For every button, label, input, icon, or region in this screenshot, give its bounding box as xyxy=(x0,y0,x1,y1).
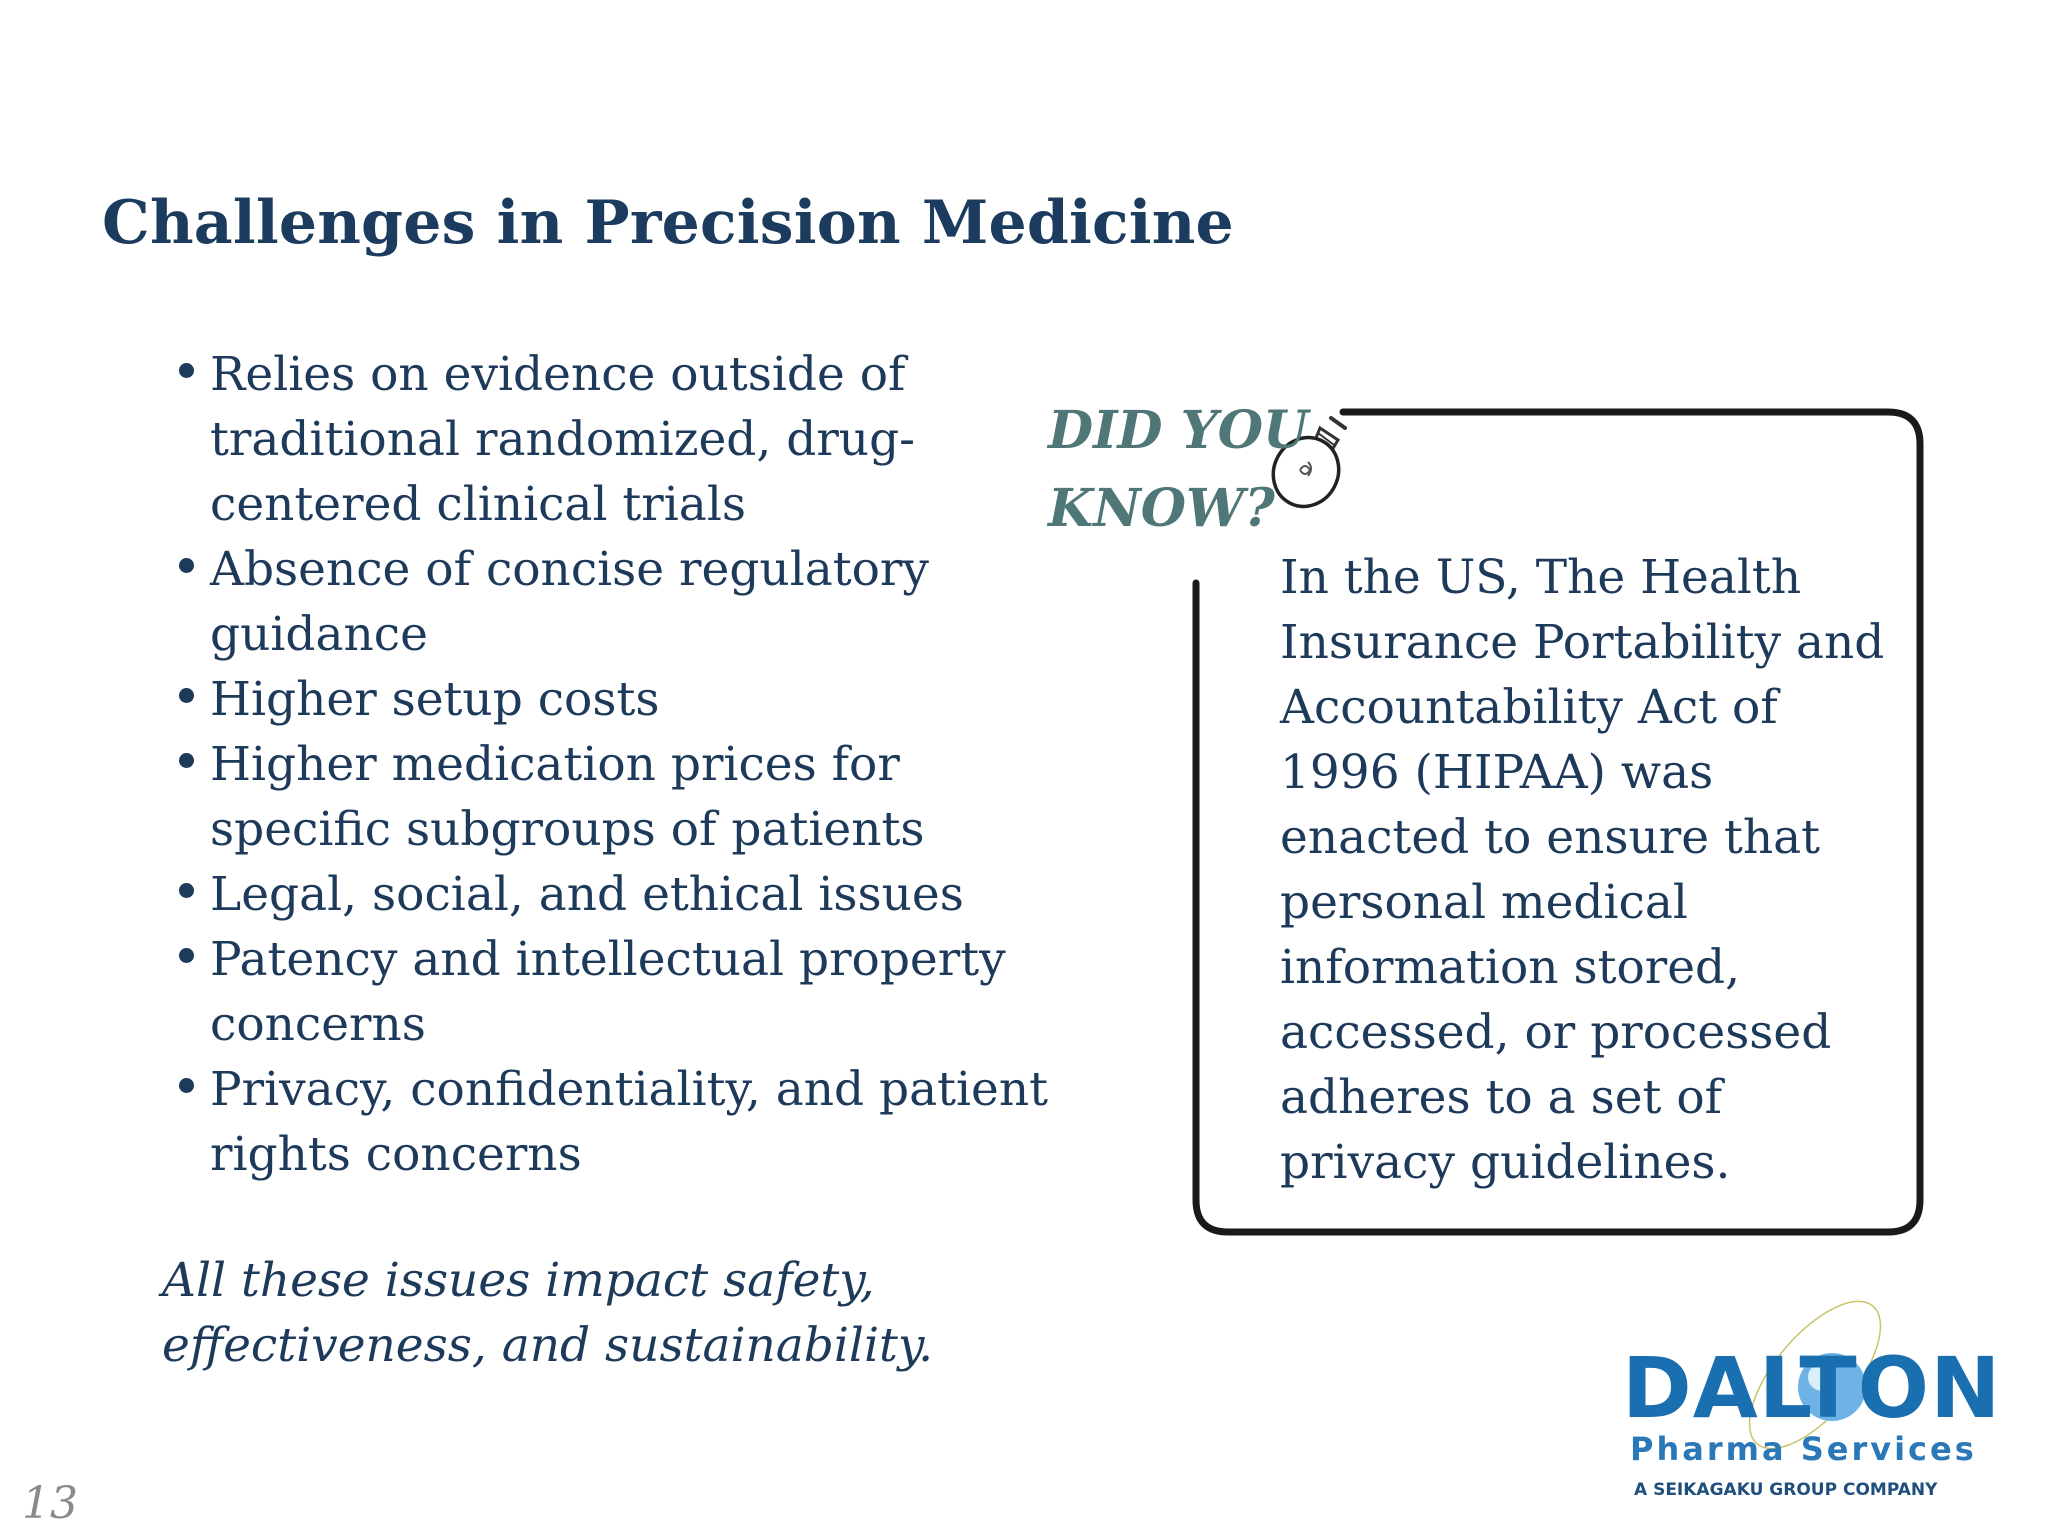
logo-tagline: A SEIKAGAKU GROUP COMPANY xyxy=(1634,1480,1938,1500)
callout-heading xyxy=(1048,392,1308,548)
bullet-text: Privacy, confidentiality, and patient rights concerns xyxy=(210,1062,1049,1182)
callout-heading-line2: KNOW? xyxy=(1048,478,1275,539)
bullet-text: Relies on evidence outside of traditional randomized, drug-centered clinical trials xyxy=(210,347,916,532)
bullet-text: Higher setup costs xyxy=(210,672,660,727)
slide-title: Challenges in Precision Medicine xyxy=(102,188,1234,258)
logo-name: DALTON xyxy=(1622,1339,2002,1437)
bullet-text: Absence of concise regulatory guidance xyxy=(210,542,929,662)
bullet-text: Higher medication prices for specific subgroups of patients xyxy=(210,737,925,857)
callout-body: In the US, The Health Insurance Portability and Accountability Act of 1996 (HIPAA) was enacted to ensure that personal medical information stored, accessed, or processed adheres to a set of privacy guidelines. xyxy=(1280,550,1885,1190)
page-number: 13 xyxy=(22,1478,78,1529)
callout-heading-line1: DID YOU xyxy=(1048,400,1309,461)
logo-subtitle: Pharma Services xyxy=(1630,1430,1977,1468)
bullet-text: Patency and intellectual property concerns xyxy=(210,932,1006,1052)
company-logo xyxy=(1610,1300,2010,1500)
bullet-text: Legal, social, and ethical issues xyxy=(210,867,964,922)
summary-text: All these issues impact safety, effectiveness, and sustainability. xyxy=(162,1253,934,1373)
